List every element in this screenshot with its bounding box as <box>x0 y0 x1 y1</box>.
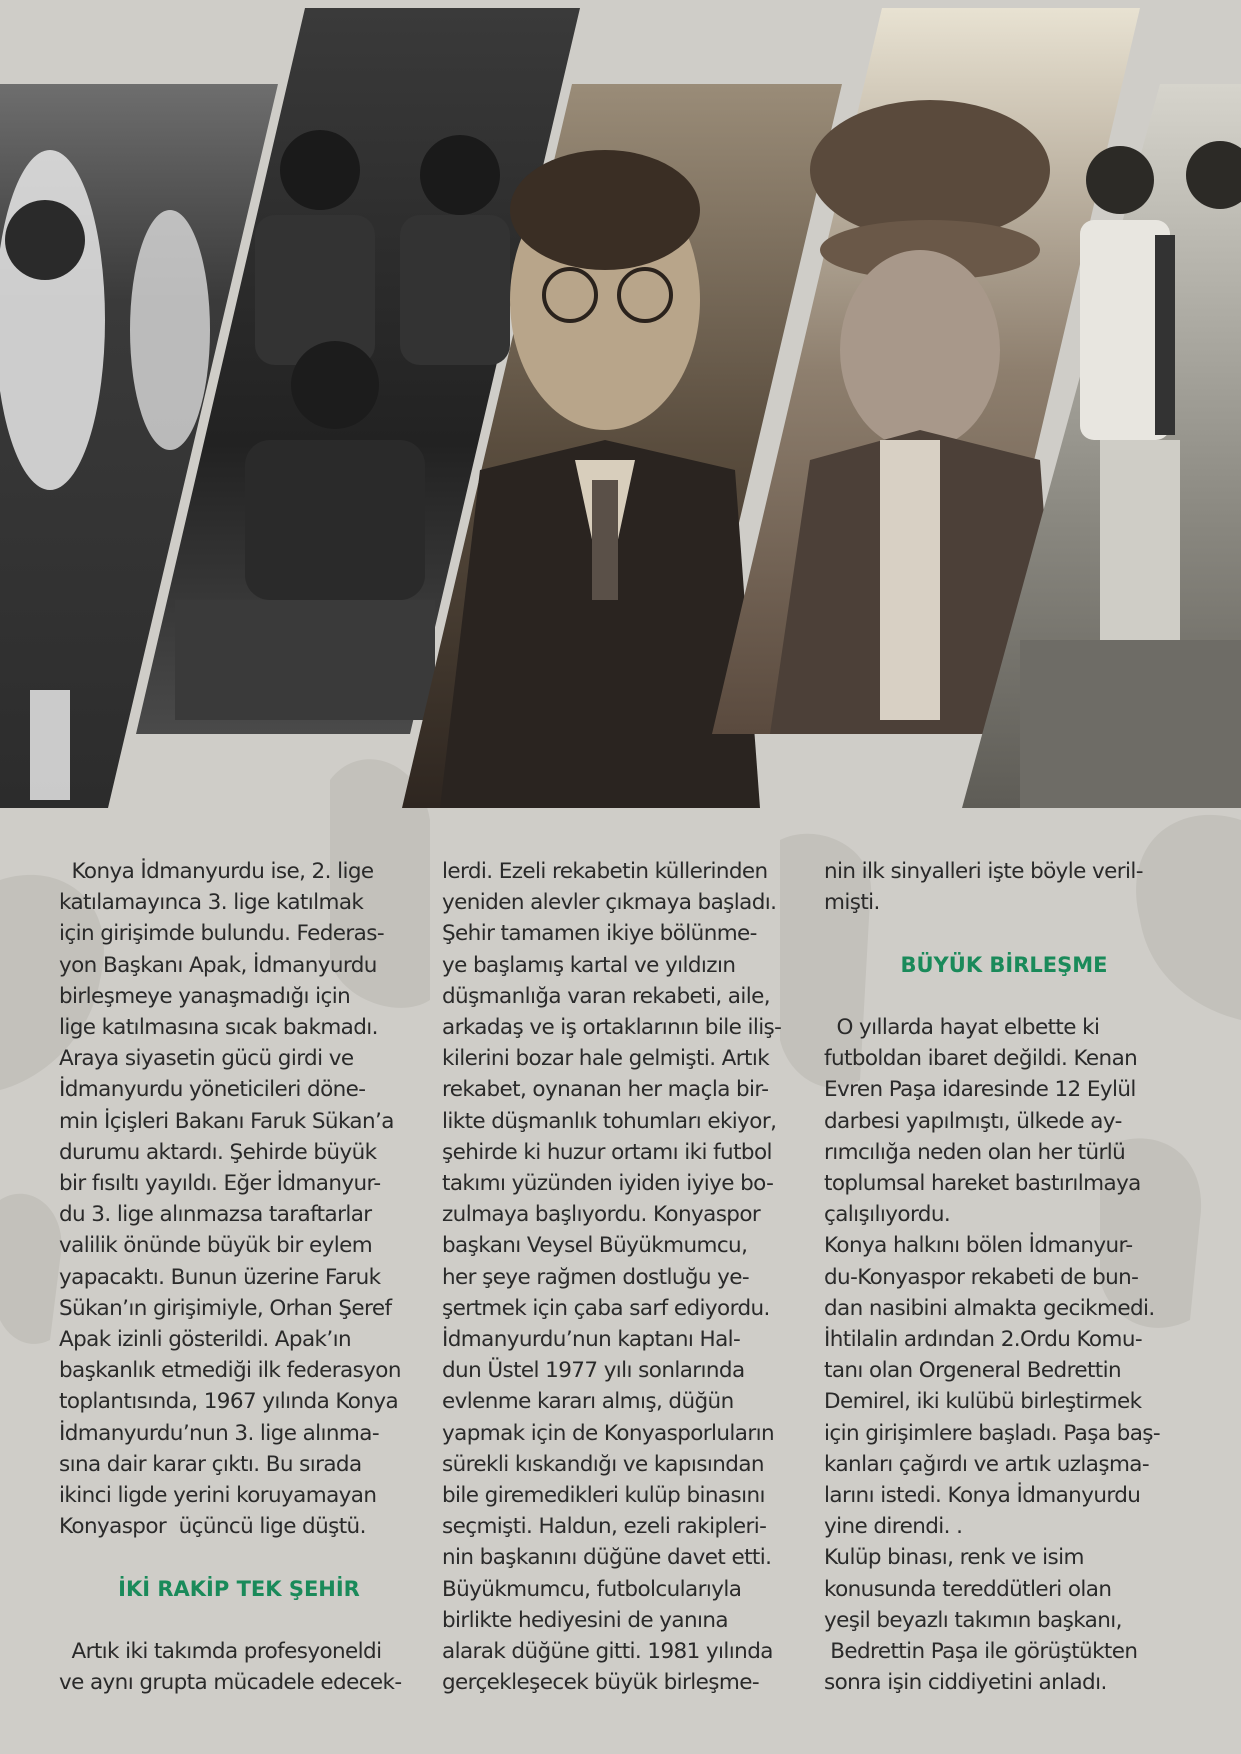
text-line: İdmanyurdu’nun 3. lige alınma- <box>59 1420 379 1446</box>
text-line: kilerini bozar hale gelmişti. Artık <box>442 1046 770 1072</box>
text-line: yon Başkanı Apak, İdmanyurdu <box>59 952 377 978</box>
text-line: dun Üstel 1977 yılı sonlarında <box>442 1358 745 1384</box>
text-line: kanları çağırdı ve artık uzlaşma- <box>824 1451 1150 1477</box>
text-line: toplantısında, 1967 yılında Konya <box>59 1389 399 1415</box>
text-line: sonra işin ciddiyetini anladı. <box>824 1670 1107 1696</box>
text-line: başkanı Veysel Büyükmumcu, <box>442 1233 748 1259</box>
text-line: evlenme kararı almış, düğün <box>442 1389 734 1415</box>
text-line: durumu aktardı. Şehirde büyük <box>59 1139 377 1165</box>
text-line: rımcılığa neden olan her türlü <box>824 1139 1126 1165</box>
photo-collage <box>0 0 1241 820</box>
text-line: zulmaya başlıyordu. Konyaspor <box>442 1202 761 1228</box>
column-2-paragraph <box>442 856 802 1698</box>
column-3-paragraph-2 <box>824 1012 1184 1698</box>
text-line: du 3. lige alınmazsa taraftarlar <box>59 1202 372 1228</box>
text-line: min İçişleri Bakanı Faruk Sükan’a <box>59 1108 394 1134</box>
text-line: arkadaş ve iş ortaklarının bile iliş- <box>442 1015 782 1041</box>
text-line: İhtilalin ardından 2.Ordu Komu- <box>824 1327 1143 1353</box>
text-line: Şehir tamamen ikiye bölünme- <box>442 921 757 947</box>
text-line: şertmek için çaba sarf ediyordu. <box>442 1295 770 1321</box>
text-line: ve aynı grupta mücadele edecek- <box>59 1670 402 1696</box>
text-line: ikinci ligde yerini koruyamayan <box>59 1483 377 1509</box>
text-line: Demirel, iki kulübü birleştirmek <box>824 1389 1142 1415</box>
text-line: Sükan’ın girişimiyle, Orhan Şeref <box>59 1295 392 1321</box>
text-line: Araya siyasetin gücü girdi ve <box>59 1046 354 1072</box>
text-line: lige katılmasına sıcak bakmadı. <box>59 1015 378 1041</box>
text-line: İdmanyurdu’nun kaptanı Hal- <box>442 1327 741 1353</box>
text-line: birlikte hediyesini de yanına <box>442 1607 728 1633</box>
text-line: darbesi yapılmıştı, ülkede ay- <box>824 1108 1122 1134</box>
text-line: O yıllarda hayat elbette ki <box>824 1014 1100 1040</box>
text-line: çalışılıyordu. <box>824 1202 951 1228</box>
text-line: du-Konyaspor rekabeti de bun- <box>824 1264 1139 1290</box>
text-line: Evren Paşa idaresinde 12 Eylül <box>824 1077 1136 1103</box>
text-line: Kulüp binası, renk ve isim <box>824 1545 1084 1571</box>
column-1-paragraph-2 <box>59 1636 419 1698</box>
text-line: yapmak için de Konyasporluların <box>442 1420 775 1446</box>
text-line: takımı yüzünden iyiden iyiye bo- <box>442 1171 774 1197</box>
text-line: larını istedi. Konya İdmanyurdu <box>824 1483 1141 1509</box>
text-line: Konya halkını bölen İdmanyur- <box>824 1233 1133 1259</box>
text-line: bir fısıltı yayıldı. Eğer İdmanyur- <box>59 1171 381 1197</box>
text-column-1 <box>59 856 419 1698</box>
text-line: rekabet, oynanan her maçla bir- <box>442 1077 769 1103</box>
text-line: mişti. <box>824 890 880 916</box>
text-line: futboldan ibaret değildi. Kenan <box>824 1046 1138 1072</box>
text-line: sürekli kıskandığı ve kapısından <box>442 1451 764 1477</box>
text-line: sına dair karar çıktı. Bu sırada <box>59 1451 362 1477</box>
text-line: yine direndi. . <box>824 1514 963 1540</box>
text-line: nin ilk sinyalleri işte böyle veril- <box>824 859 1143 884</box>
text-column-3 <box>824 856 1184 1698</box>
text-line: tanı olan Orgeneral Bedrettin <box>824 1358 1122 1384</box>
text-line: dan nasibini almakta gecikmedi. <box>824 1295 1155 1321</box>
text-line: seçmişti. Haldun, ezeli rakipleri- <box>442 1514 767 1540</box>
text-line: için girişimlere başladı. Paşa baş- <box>824 1420 1161 1446</box>
text-line: Konyaspor üçüncü lige düştü. <box>59 1514 366 1540</box>
text-line: başkanlık etmediği ilk federasyon <box>59 1358 401 1384</box>
section-heading-iki-rakip: İKİ RAKİP TEK ŞEHİR <box>118 1576 360 1601</box>
text-line: birleşmeye yanaşmadığı için <box>59 983 351 1009</box>
text-line: konusunda tereddütleri olan <box>824 1576 1112 1602</box>
section-heading-buyuk-birlesme: BÜYÜK BİRLEŞME <box>900 952 1108 977</box>
text-line: ye başlamış kartal ve yıldızın <box>442 952 736 978</box>
text-line: alarak düğüne gitti. 1981 yılında <box>442 1639 773 1665</box>
text-line: katılamayınca 3. lige katılmak <box>59 890 364 916</box>
text-line: nin başkanını düğüne davet etti. <box>442 1545 772 1571</box>
text-line: toplumsal hareket bastırılmaya <box>824 1171 1141 1196</box>
text-line: yapacaktı. Bunun üzerine Faruk <box>59 1264 381 1290</box>
text-line: için girişimde bulundu. Federas- <box>59 921 384 947</box>
text-line: düşmanlığa varan rekabeti, aile, <box>442 983 770 1009</box>
text-line: Apak izinli gösterildi. Apak’ın <box>59 1327 352 1353</box>
text-line: likte düşmanlık tohumları ekiyor, <box>442 1108 777 1134</box>
text-line: Konya İdmanyurdu ise, 2. lige <box>59 859 374 884</box>
text-line: Büyükmumcu, futbolcularıyla <box>442 1576 742 1602</box>
text-line: bile giremedikleri kulüp binasını <box>442 1483 765 1509</box>
text-line: Bedrettin Paşa ile görüştükten <box>824 1639 1138 1665</box>
column-3-paragraph-1 <box>824 856 1184 918</box>
text-line: valilik önünde büyük bir eylem <box>59 1233 373 1259</box>
text-line: yeniden alevler çıkmaya başladı. <box>442 890 777 916</box>
text-line: yeşil beyazlı takımın başkanı, <box>824 1607 1122 1633</box>
text-line: her şeye rağmen dostluğu ye- <box>442 1264 750 1290</box>
text-column-2 <box>442 856 802 1698</box>
text-line: lerdi. Ezeli rekabetin küllerinden <box>442 859 768 884</box>
column-1-paragraph-1 <box>59 856 419 1542</box>
text-line: İdmanyurdu yöneticileri döne- <box>59 1077 366 1103</box>
text-line: şehirde ki huzur ortamı iki futbol <box>442 1139 772 1165</box>
text-line: Artık iki takımda profesyoneldi <box>59 1639 382 1665</box>
text-line: gerçekleşecek büyük birleşme- <box>442 1670 760 1696</box>
